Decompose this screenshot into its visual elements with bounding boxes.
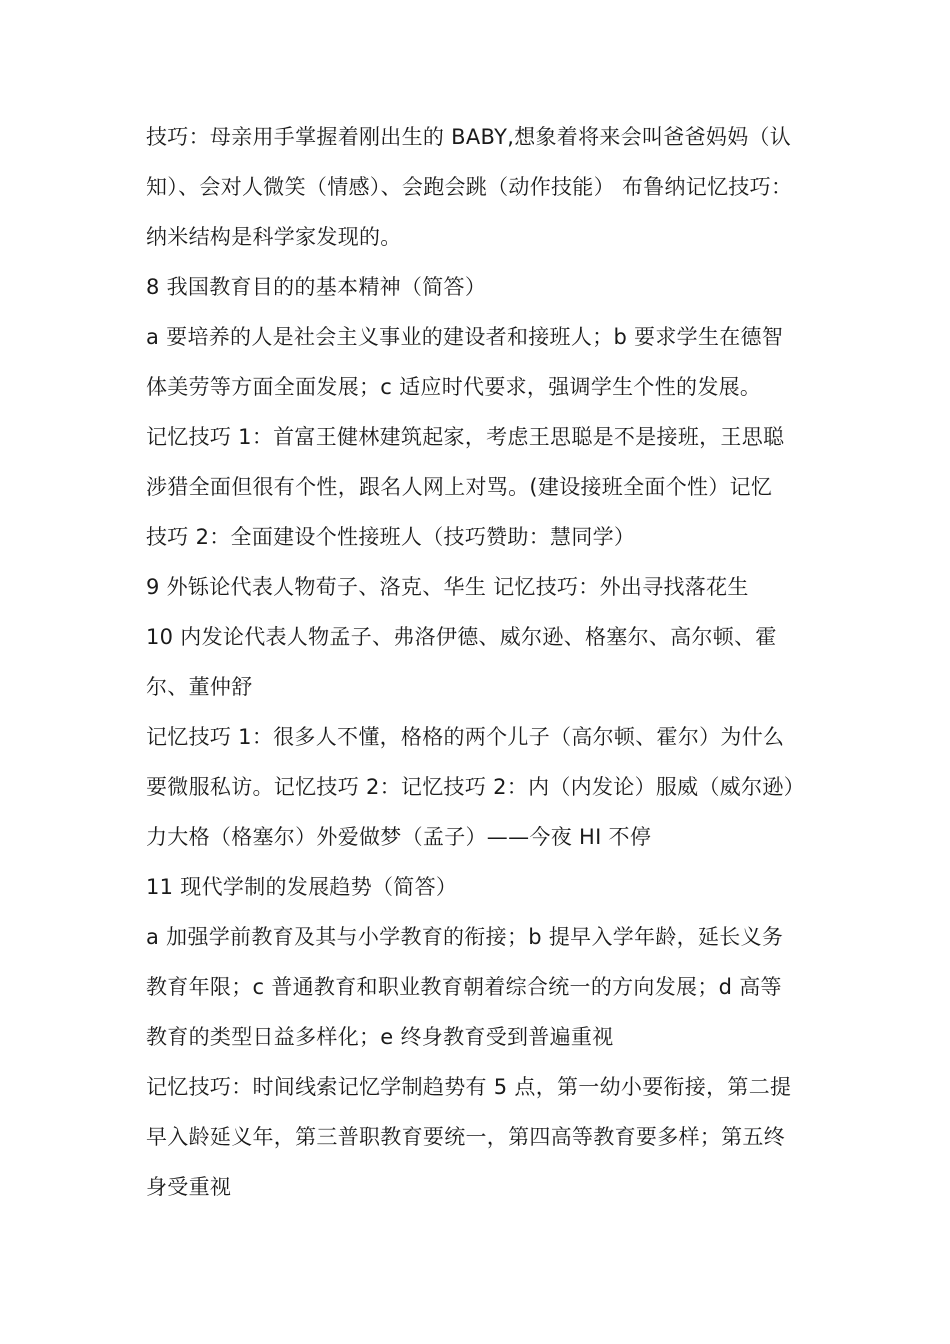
- section-heading-10: 10 内发论代表人物孟子、弗洛伊德、威尔逊、格塞尔、高尔顿、霍: [146, 625, 777, 649]
- text-line: 教育的类型日益多样化；e 终身教育受到普遍重视: [146, 1025, 614, 1049]
- text-line: a 要培养的人是社会主义事业的建设者和接班人；b 要求学生在德智: [146, 325, 784, 349]
- text-line: 记忆技巧 1：很多人不懂，格格的两个儿子（高尔顿、霍尔）为什么: [146, 725, 785, 749]
- text-line: 纳米结构是科学家发现的。: [146, 225, 402, 249]
- text-line: 力大格（格塞尔）外爱做梦（孟子）——今夜 HI 不停: [146, 825, 652, 849]
- section-heading-11: 11 现代学制的发展趋势（简答）: [146, 875, 458, 899]
- text-line: 早入龄延义年，第三普职教育要统一，第四高等教育要多样；第五终: [146, 1125, 785, 1149]
- text-line: 记忆技巧 1：首富王健林建筑起家，考虑王思聪是不是接班，王思聪: [146, 425, 785, 449]
- text-line: 知）、会对人微笑（情感）、会跑会跳（动作技能） 布鲁纳记忆技巧：: [146, 175, 793, 199]
- text-line: 身受重视: [146, 1175, 232, 1199]
- text-line: 记忆技巧：时间线索记忆学制趋势有 5 点，第一幼小要衔接，第二提: [146, 1075, 792, 1099]
- text-line: 体美劳等方面全面发展；c 适应时代要求，强调学生个性的发展。: [146, 375, 762, 399]
- text-line: 技巧 2：全面建设个性接班人（技巧赞助：慧同学）: [146, 525, 636, 549]
- section-heading-9: 9 外铄论代表人物荀子、洛克、华生 记忆技巧：外出寻找落花生: [146, 575, 749, 599]
- text-line: 教育年限；c 普通教育和职业教育朝着综合统一的方向发展；d 高等: [146, 975, 782, 999]
- section-heading-8: 8 我国教育目的的基本精神（简答）: [146, 275, 487, 299]
- text-line: 要微服私访。记忆技巧 2：记忆技巧 2：内（内发论）服威（威尔逊）: [146, 775, 805, 799]
- document-body: [146, 112, 818, 1212]
- text-line: 技巧：母亲用手掌握着刚出生的 BABY,想象着将来会叫爸爸妈妈（认: [146, 125, 792, 149]
- text-line: 尔、董仲舒: [146, 675, 253, 699]
- text-line: 涉猎全面但很有个性，跟名人网上对骂。(建设接班全面个性）记忆: [146, 475, 773, 499]
- text-line: a 加强学前教育及其与小学教育的衔接；b 提早入学年龄，延长义务: [146, 925, 784, 949]
